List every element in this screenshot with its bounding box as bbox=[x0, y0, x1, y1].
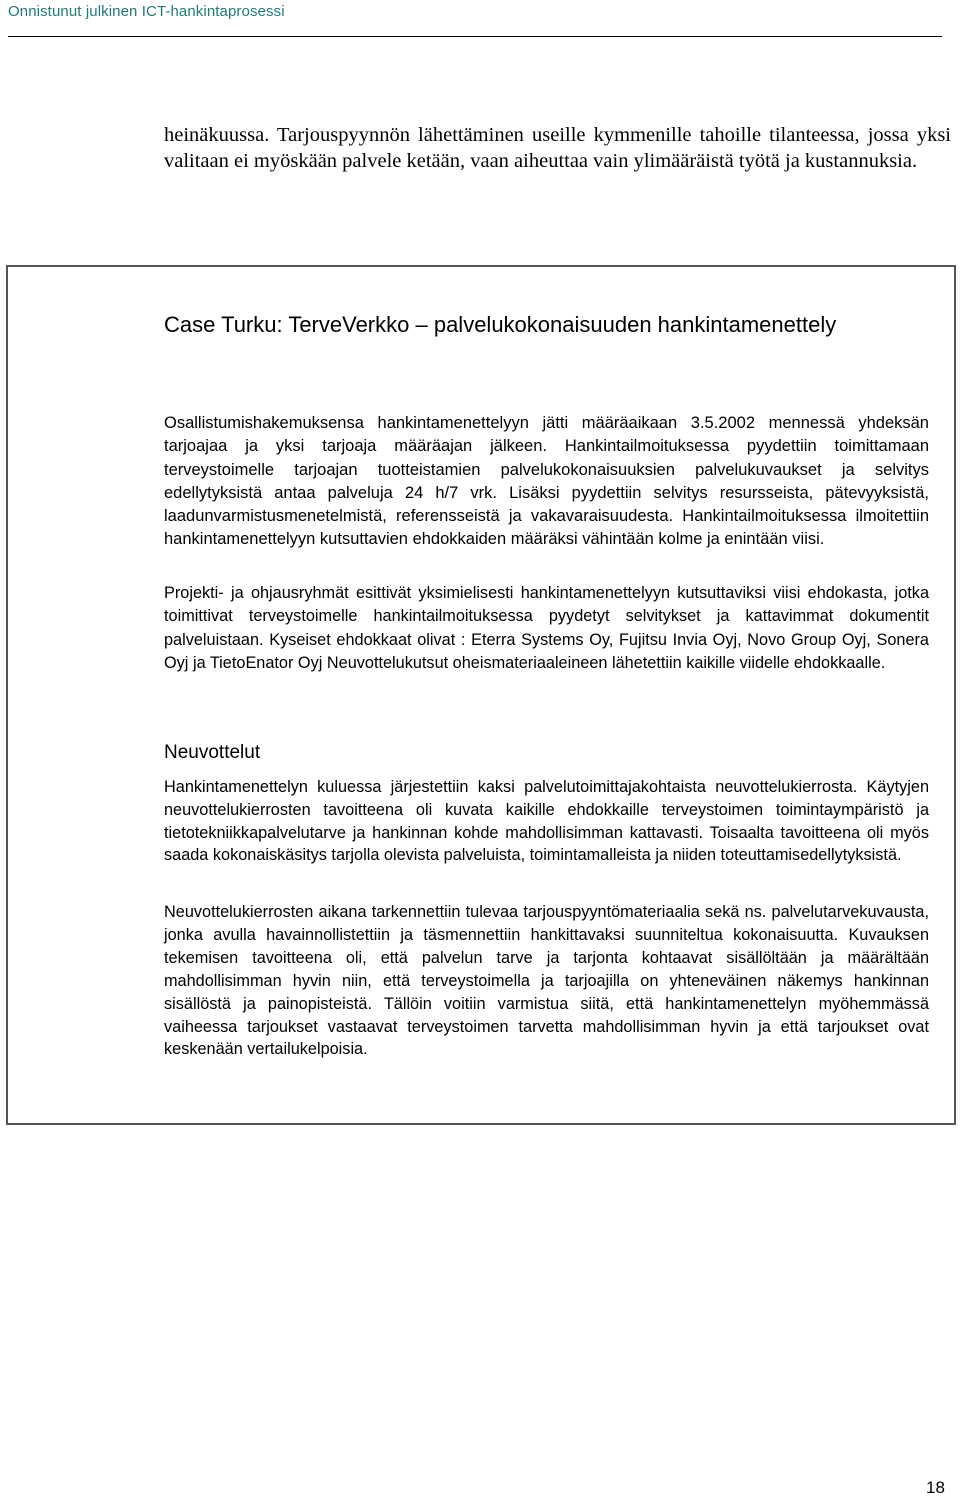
section-heading: Neuvottelut bbox=[164, 742, 261, 763]
header-divider bbox=[8, 36, 942, 37]
section-paragraph-2: Neuvottelukierrosten aikana tarkennettiin tulevaa tarjouspyyntömateriaalia sekä ns. palvelutarvekuvausta, jonka avulla havainnollistettiin ja täsmennettiin hankittavaksi suunniteltua kokonaisuutta. Kuvauksen tekemisen tavoitteena oli, että palvelun tarve ja tarjonta kohtaavat sisällöltään ja määrältään mahdollisimman hyvin niin, että terveystoimella ja tarjoajilla on yhteneväinen näkemys hankinnan sisällöstä ja painopisteistä. Tällöin voitiin varmistua siitä, että hankintamenettelyn myöhemmässä vaiheessa tarjoukset vastaavat terveystoimen tarvetta mahdollisimman hyvin ja että tarjoukset ovat keskenään vertailukelpoisia. bbox=[164, 903, 929, 1059]
case-study-box bbox=[6, 265, 956, 1125]
case-paragraph-1: Osallistumishakemuksensa hankintamenettelyyn jätti määräaikaan 3.5.2002 mennessä yhdeksän tarjoajaa ja yksi tarjoaja määräajan jälkeen. Hankintailmoituksessa pyydettiin toimittamaan terveystoimelle tarjoajan tuotteistamien palvelukokonaisuuksien palvelukuvaukset ja selvitys edellytyksistä antaa palveluja 24 h/7 vrk. Lisäksi pyydettiin selvitys resursseista, pätevyyksistä, laadunvarmistusmenetelmistä, referensseistä ja vakavaraisuudesta. Hankintailmoituksessa ilmoitettiin hankintamenettelyyn kutsuttavien ehdokkaiden määräksi vähintään kolme ja enintään viisi. bbox=[164, 414, 929, 549]
intro-paragraph: heinäkuussa. Tarjouspyynnön lähettäminen useille kymmenille tahoille tilanteessa, jossa yksi valitaan ei myöskään palvele ketään, vaan aiheuttaa vain ylimääräistä työtä ja kustannuksia. bbox=[164, 124, 951, 172]
case-study-title: Case Turku: TerveVerkko – palvelukokonaisuuden hankintamenettely bbox=[164, 312, 837, 337]
case-paragraph-2: Projekti- ja ohjausryhmät esittivät yksimielisesti hankintamenettelyyn kutsuttaviksi viisi ehdokasta, jotka toimittivat terveystoimelle hankintailmoituksessa pyydetyt selvitykset ja kattavimmat dokumentit palveluistaan. Kyseiset ehdokkaat olivat : Eterra Systems Oy, Fujitsu Invia Oyj, Novo Group Oyj, Sonera Oyj ja TietoEnator Oyj Neuvottelukutsut oheismateriaaleineen lähetettiin kaikille viidelle ehdokkaalle. bbox=[164, 584, 929, 672]
page-number: 18 bbox=[926, 1478, 945, 1497]
running-header: Onnistunut julkinen ICT-hankintaprosessi bbox=[8, 3, 285, 20]
section-paragraph-1: Hankintamenettelyn kuluessa järjestettiin kaksi palvelutoimittajakohtaista neuvottelukierrosta. Käytyjen neuvottelukierrosten tavoitteena oli kuvata kaikille ehdokkaille terveystoimen toimintaympäristö ja tietotekniikkapalvelutarve ja hankinnan kohde mahdollisimman kattavasti. Toisaalta tavoitteena oli myös saada kokonaiskäsitys tarjolla olevista palveluista, toimintamalleista ja niiden toteuttamisedellytyksistä. bbox=[164, 778, 929, 865]
